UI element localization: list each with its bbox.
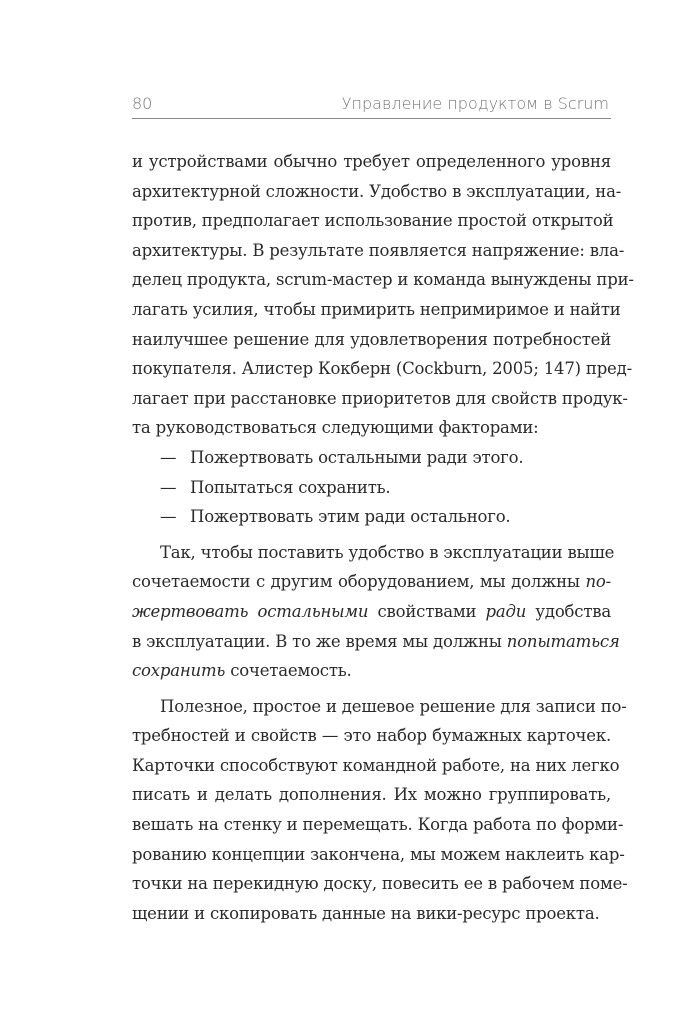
text-line — [132, 627, 620, 657]
text-line: писать и делать дополнения. Их можно группировать, — [132, 785, 611, 805]
text-line — [132, 656, 611, 686]
italic-run: сохранить — [132, 661, 226, 681]
text-line: лагает при расстановке приоритетов для свойств продук- — [132, 388, 628, 408]
text-line: рованию концепции закончена, мы можем наклеить кар- — [132, 844, 625, 864]
text-run: сочетаемость. — [225, 661, 352, 681]
text-line: точки на перекидную доску, повесить ее в рабочем поме- — [132, 874, 628, 894]
running-title: Управление продуктом в Scrum — [341, 94, 609, 113]
text-run: сочетаемости с другим оборудованием, мы должны — [132, 572, 586, 592]
italic-run: по- — [585, 572, 611, 592]
text-line: щении и скопировать данные на вики-ресурс проекта. — [132, 903, 600, 923]
bullet-list — [132, 443, 611, 532]
text-line: требностей и свойств — это набор бумажных карточек. — [132, 726, 611, 746]
text-line: против, предполагает использование простой открытой — [132, 211, 614, 231]
list-item — [132, 443, 611, 473]
text-line: архитектурной сложности. Удобство в эксплуатации, на- — [132, 181, 622, 201]
text-line: делец продукта, scrum-мастер и команда вынуждены при- — [132, 270, 634, 290]
paragraph-2 — [132, 538, 620, 686]
dash-marker: — — [160, 507, 177, 527]
text-line: лагать усилия, чтобы примирить непримиримое и найти — [132, 299, 621, 319]
list-item-text: Попытаться сохранить. — [190, 477, 391, 497]
text-line — [132, 597, 611, 627]
text-line: покупателя. Алистер Кокберн (Cockburn, 2005; 147) пред- — [132, 359, 632, 379]
text-line: и устройствами обычно требует определенного уровня — [132, 152, 611, 171]
text-line: Карточки способствуют командной работе, на них легко — [132, 755, 620, 775]
list-item — [132, 473, 611, 503]
italic-run: попытаться — [506, 631, 620, 651]
paragraph-3 — [132, 692, 628, 929]
paragraph-1 — [132, 147, 634, 443]
italic-run: ради — [485, 601, 527, 621]
body-text — [132, 147, 634, 928]
dash-marker: — — [160, 447, 177, 467]
italic-run: жертвовать остальными — [132, 601, 369, 621]
list-item-text: Пожертвовать этим ради остального. — [190, 507, 511, 527]
text-run: свойствами — [368, 601, 486, 621]
list-item-text: Пожертвовать остальными ради этого. — [190, 447, 524, 467]
text-line — [132, 567, 611, 597]
page-header — [132, 94, 611, 119]
text-line: вешать на стенку и перемещать. Когда работа по форми- — [132, 815, 624, 835]
text-line: Полезное, простое и дешевое решение для записи по- — [160, 696, 627, 716]
list-item — [132, 502, 611, 532]
page-number: 80 — [132, 94, 153, 113]
text-line: та руководствоваться следующими факторами: — [132, 418, 539, 438]
text-run: в эксплуатации. В то же время мы должны — [132, 631, 507, 651]
text-run: удобства — [526, 601, 611, 621]
text-line: наилучшее решение для удовлетворения потребностей — [132, 329, 611, 349]
text-line: архитектуры. В результате появляется напряжение: вла- — [132, 240, 625, 260]
dash-marker: — — [160, 477, 177, 497]
text-line: Так, чтобы поставить удобство в эксплуатации выше — [160, 542, 615, 562]
